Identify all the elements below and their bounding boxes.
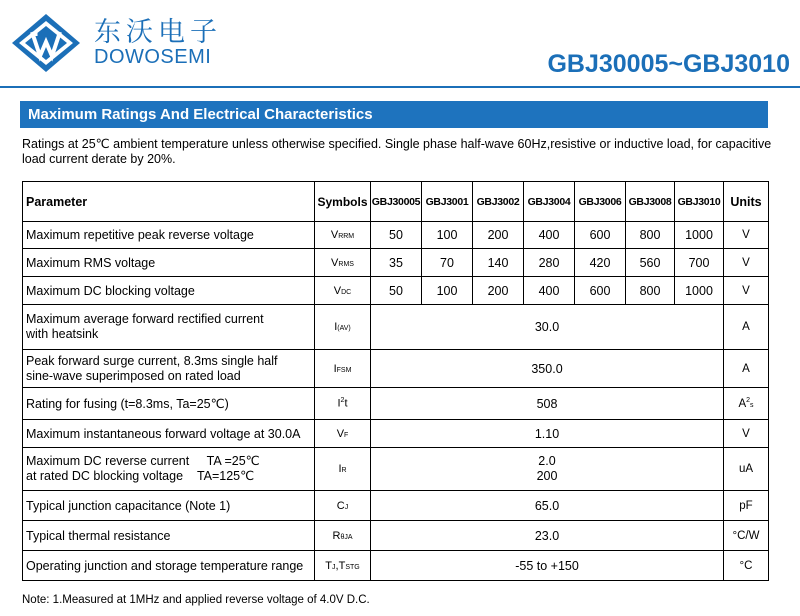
table-row [23,277,769,305]
param-cell: Rating for fusing (t=8.3ms, Ta=25℃) [23,388,315,420]
table-row [23,350,769,388]
unit-cell: °C/W [724,521,769,551]
value-cell: -55 to +150 [371,551,724,581]
value-cell: 600 [575,222,626,249]
table-row [23,491,769,521]
param-cell: Maximum instantaneous forward voltage at 30.0A [23,420,315,448]
footnote: Note: 1.Measured at 1MHz and applied reverse voltage of 4.0V D.C. [22,594,370,606]
value-cell: 200 [473,277,524,305]
header-part: GBJ3006 [575,182,626,222]
value-cell: 100 [422,277,473,305]
table-row [23,448,769,491]
symbol-cell: VDC [315,277,371,305]
page-header [0,0,800,90]
table-row [23,388,769,420]
value-cell: 400 [524,222,575,249]
dowosemi-logo-icon [10,12,82,74]
value-cell: 100 [422,222,473,249]
unit-cell: V [724,222,769,249]
header-part: GBJ3004 [524,182,575,222]
header-part: GBJ3008 [626,182,675,222]
value-cell: 35 [371,249,422,277]
table-row [23,521,769,551]
param-cell: Maximum repetitive peak reverse voltage [23,222,315,249]
param-cell: Typical thermal resistance [23,521,315,551]
header-symbols: Symbols [315,182,371,222]
table-row [23,305,769,350]
param-cell: Peak forward surge current, 8.3ms single half sine-wave superimposed on rated load [23,350,315,388]
symbol-cell: VRRM [315,222,371,249]
value-cell: 508 [371,388,724,420]
param-cell: Operating junction and storage temperature range [23,551,315,581]
table-row [23,420,769,448]
symbol-cell: VF [315,420,371,448]
table-row [23,222,769,249]
value-cell: 30.0 [371,305,724,350]
value-cell: 23.0 [371,521,724,551]
value-cell: 400 [524,277,575,305]
value-cell: 50 [371,222,422,249]
header-part: GBJ3001 [422,182,473,222]
brand-name-en: DOWOSEMI [94,46,212,68]
param-cell: Maximum RMS voltage [23,249,315,277]
symbol-cell: I(AV) [315,305,371,350]
symbol-cell: TJ,TSTG [315,551,371,581]
param-cell: Typical junction capacitance (Note 1) [23,491,315,521]
table-row [23,551,769,581]
symbol-cell: $I^2t$ [315,388,371,420]
header-part: GBJ30005 [371,182,422,222]
param-cell: Maximum average forward rectified current with heatsink [23,305,315,350]
symbol-cell: RθJA [315,521,371,551]
unit-cell: A [724,305,769,350]
value-cell: 280 [524,249,575,277]
value-cell: 140 [473,249,524,277]
param-cell: Maximum DC blocking voltage [23,277,315,305]
value-cell: 420 [575,249,626,277]
table-row [23,249,769,277]
unit-cell: A [724,350,769,388]
ratings-intro: Ratings at 25℃ ambient temperature unless otherwise specified. Single phase half-wave 60Hz,resistive or inductive load, for capacitive load current derate by 20%. [22,137,772,166]
unit-cell: uA [724,448,769,491]
ratings-table [22,181,769,581]
table-header-row [23,182,769,222]
value-cell: 65.0 [371,491,724,521]
value-cell: 1.10 [371,420,724,448]
value-cell: 70 [422,249,473,277]
brand-name-cn: 东沃电子 [94,17,222,48]
unit-cell: V [724,420,769,448]
header-part: GBJ3002 [473,182,524,222]
unit-cell: V [724,277,769,305]
header-divider [0,86,800,88]
value-cell: 560 [626,249,675,277]
value-cell: 700 [675,249,724,277]
value-cell: 1000 [675,277,724,305]
value-cell: 200 [473,222,524,249]
value-cell: 2.0 200 [371,448,724,491]
param-cell: Maximum DC reverse current TA =25℃ at rated DC blocking voltage TA=125℃ [23,448,315,491]
symbol-cell: IR [315,448,371,491]
symbol-cell: IFSM [315,350,371,388]
header-units: Units [724,182,769,222]
symbol-cell: CJ [315,491,371,521]
unit-cell: $A^2s$ [724,388,769,420]
unit-cell: pF [724,491,769,521]
part-number-title: GBJ30005~GBJ3010 [547,50,790,78]
header-part: GBJ3010 [675,182,724,222]
section-title: Maximum Ratings And Electrical Characteristics [20,101,768,128]
value-cell: 50 [371,277,422,305]
value-cell: 800 [626,277,675,305]
symbol-cell: VRMS [315,249,371,277]
unit-cell: V [724,249,769,277]
unit-cell: °C [724,551,769,581]
header-parameter: Parameter [23,182,315,222]
value-cell: 800 [626,222,675,249]
value-cell: 600 [575,277,626,305]
value-cell: 1000 [675,222,724,249]
value-cell: 350.0 [371,350,724,388]
